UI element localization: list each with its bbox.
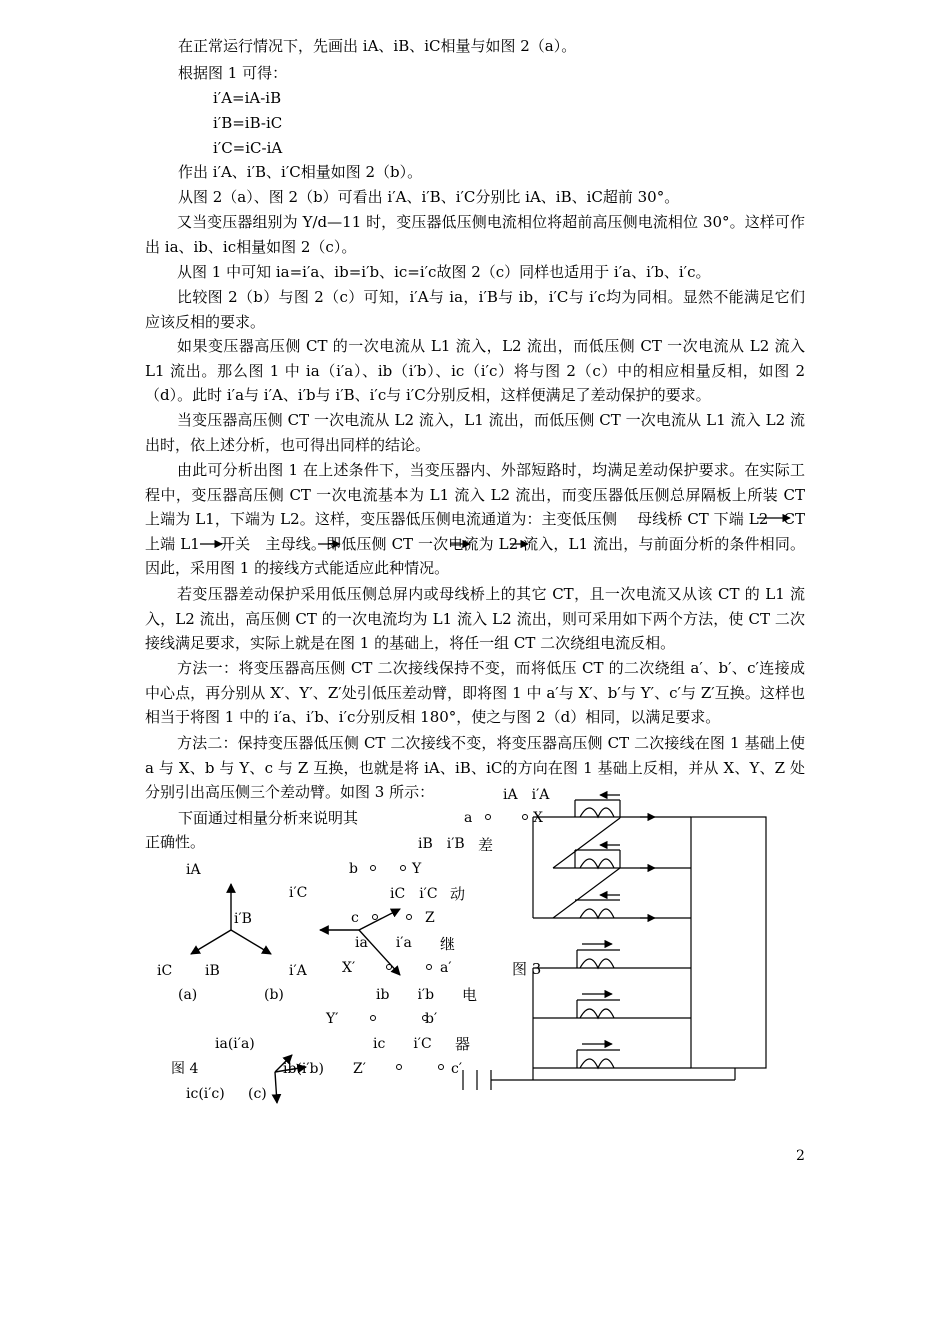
- page-number: 2: [796, 1148, 805, 1164]
- paragraph-reverse: 当变压器高压侧 CT 一次电流从 L2 流入，L1 流出，而低压侧 CT 一次电流从 L1 流入 L2 流出时，依上述分析，也可得出同样的结论。: [145, 411, 805, 454]
- phasor-ipb-arrow: [359, 909, 400, 930]
- phasor-ib-arrow: [231, 930, 271, 954]
- relay-char-2: 动: [450, 885, 466, 903]
- caption-fig4: 图 4: [171, 1061, 199, 1077]
- equation-ia: i′A=iA-iB: [213, 89, 282, 107]
- relay-char-3: 继: [440, 935, 456, 953]
- line-according: 根据图 1 可得：: [178, 64, 288, 82]
- label-ia: iA: [186, 862, 201, 878]
- relay-char-5: 器: [455, 1035, 471, 1053]
- caption-fig3: 图 3: [512, 960, 542, 978]
- paragraph-l1-l2: 如果变压器高压侧 CT 的一次电流从 L1 流入，L2 流出，而低压侧 CT 一次电流从 L2 流入 L1 流出。那么图 1 中 ia（i′a）、ib（i′b）、ic（i′c）将与图 2（c）中的相应相量反相，如图 2（d）。此时 i′a与 i′A、i′b与 i′B、i′c与 i′C分别反相，这样便满足了差动保护的要求。: [145, 337, 805, 404]
- equation-ic: i′C=iC-iA: [213, 139, 283, 157]
- terminal-cp: c′: [451, 1061, 463, 1077]
- line-lead-30: 从图 2（a）、图 2（b）可看出 i′A、i′B、i′C分别比 iA、iB、iC超前 30°。: [178, 188, 680, 206]
- label-ib: iB: [205, 963, 220, 979]
- terminal-x: X: [533, 810, 543, 826]
- label-ic: iC: [157, 963, 173, 979]
- phasor-ic-low-arrow: [275, 1072, 277, 1103]
- line-correctness: 正确性。: [145, 833, 206, 851]
- label-ib-ipb-low: ib i′b: [376, 987, 435, 1003]
- label-ia-ipa: ia(i′a): [215, 1036, 255, 1052]
- caption-c: (c): [248, 1086, 267, 1102]
- equation-ib: i′B=iB-iC: [213, 114, 283, 132]
- paragraph-fig1-equal: 从图 1 中可知 ia=i′a、ib=i′b、ic=i′c故图 2（c）同样也适用于 i′a、i′b、i′c。: [177, 263, 711, 281]
- terminal-b: b: [349, 861, 358, 877]
- caption-a: (a): [178, 987, 198, 1003]
- paragraph-method-two: 方法二：保持变压器低压侧 CT 二次接线不变，将变压器高压侧 CT 二次接线在图 1 基础上使 a 与 X、b 与 Y、c 与 Z 互换，也就是将 iA、iB、iC的方向在图 1 基础上反相，并从 X、Y、Z 处分别引出高压侧三个差动臂。如图 3 所示：: [145, 734, 805, 801]
- label-ib-ipb: ib(i′b): [283, 1061, 324, 1077]
- label-ia-ipa-low: ia i′a: [355, 935, 412, 951]
- phasor-diagram-a: [191, 884, 271, 954]
- paragraph-compare: 比较图 2（b）与图 2（c）可知，i′A与 ia，i′B与 ib，i′C与 i′c均为同相。显然不能满足它们应该反相的要求。: [145, 288, 805, 331]
- terminal-c: c: [351, 910, 359, 926]
- fig3-wiring: [200, 518, 790, 1090]
- terminal-zp: Z′: [353, 1061, 366, 1077]
- label-ia-ipa-high: iA i′A: [503, 787, 550, 803]
- label-ipb: i′B: [234, 911, 252, 927]
- label-ic-ipc: ic(i′c): [186, 1086, 225, 1102]
- label-ipc: i′C: [289, 885, 308, 901]
- terminal-yp: Y′: [326, 1011, 339, 1027]
- line-draw-b: 作出 i′A、i′B、i′C相量如图 2（b）。: [178, 163, 423, 181]
- label-ipa: i′A: [289, 963, 307, 979]
- label-ic-ipc-low: ic i′C: [373, 1036, 432, 1052]
- caption-b: (b): [264, 987, 284, 1003]
- terminal-bp: b′: [425, 1011, 438, 1027]
- terminal-a: a: [464, 810, 473, 826]
- paragraph-method-one: 方法一：将变压器高压侧 CT 二次接线保持不变，而将低压 CT 的二次绕组 a′、b′、c′连接成中心点，再分别从 X′、Y′、Z′处引低压差动臂，即将图 1 中 a′与 X′、b′与 Y′、c′与 Z′互换。这样也相当于将图 1 中的 i′a、i′b、i′c分别反相 180°，使之与图 2（d）相同，以满足要求。: [145, 659, 805, 726]
- relay-char-1: 差: [478, 836, 494, 854]
- phasor-ic-arrow: [191, 930, 231, 954]
- terminal-z: Z: [425, 910, 435, 926]
- line-intro: 在正常运行情况下，先画出 iA、iB、iC相量与如图 2（a）。: [178, 37, 577, 55]
- terminal-ap: a′: [440, 960, 452, 976]
- label-ib-ipb-high: iB i′B: [418, 836, 465, 852]
- paragraph-other-ct: 若变压器差动保护采用低压侧总屏内或母线桥上的其它 CT，且一次电流又从该 CT 的 L1 流入，L2 流出，高压侧 CT 的一次电流均为 L1 流入 L2 流出，则可采用如下两个方法，使 CT 二次接线满足要求，实际上就是在图 1 的基础上，将任一组 CT 二次绕组电流反相。: [145, 585, 805, 652]
- paragraph-yd11: 又当变压器组别为 Y/d—11 时，变压器低压侧电流相位将超前高压侧电流相位 30°。这样可作出 ia、ib、ic相量如图 2（c）。: [145, 213, 805, 256]
- label-ic-ipc-high: iC i′C: [390, 886, 438, 902]
- terminal-xp: X′: [342, 960, 356, 976]
- line-phasor-analysis: 下面通过相量分析来说明其: [178, 809, 359, 827]
- relay-char-4: 电: [462, 986, 478, 1004]
- paragraph-analysis: 由此可分析出图 1 在上述条件下，当变压器内、外部短路时，均满足差动保护要求。在实际工程中，变压器高压侧 CT 一次电流基本为 L1 流入 L2 流出，而变压器低压侧总屏隔板上所装 CT 上端为 L1，下端为 L2。这样，变压器低压侧电流通道为：主变低压侧 母线桥 CT 下端 L2 CT 上端 L1 开关 主母线。即低压侧 CT 一次电流为 L2 流入，L1 流出，与前面分析的条件相同。因此，采用图 1 的接线方式能适应此种情况。: [145, 461, 805, 577]
- terminal-y: Y: [412, 861, 422, 877]
